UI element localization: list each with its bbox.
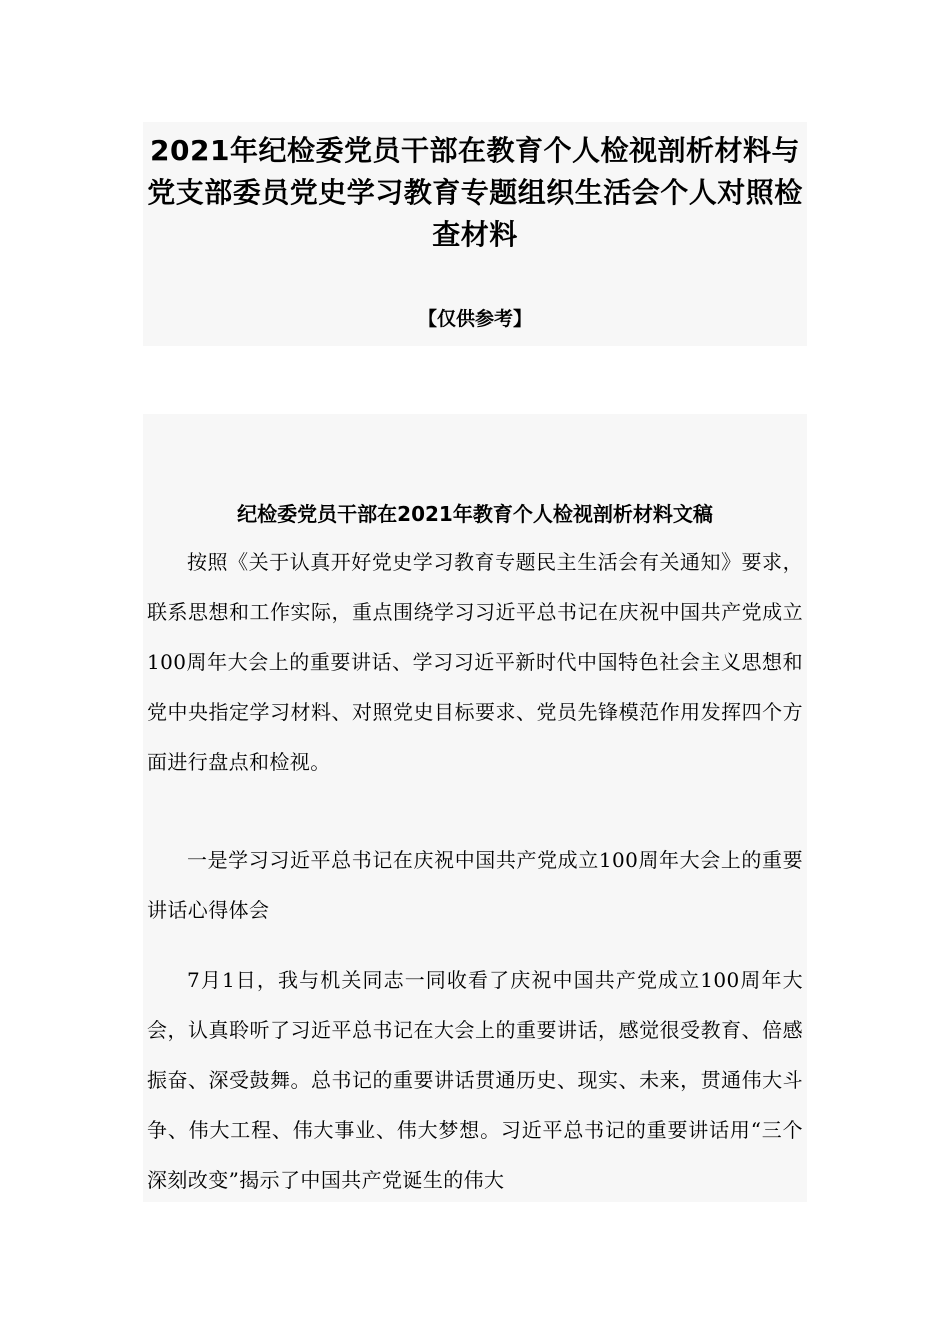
paragraph-intro: 按照《关于认真开好党史学习教育专题民主生活会有关通知》要求，联系思想和工作实际，重点围绕学习习近平总书记在庆祝中国共产党成立100周年大会上的重要讲话、学习习近平新时代中国特色社会主义思想和党中央指定学习材料、对照党史目标要求、党员先锋模范作用发挥四个方面进行盘点和检视。 — [147, 550, 803, 774]
paragraph-heading-one: 一是学习习近平总书记在庆祝中国共产党成立100周年大会上的重要讲话心得体会 — [147, 848, 803, 922]
title-block — [143, 122, 807, 346]
body-block — [143, 414, 807, 1202]
paragraph-body: 7月1日，我与机关同志一同收看了庆祝中国共产党成立100周年大会，认真聆听了习近平总书记在大会上的重要讲话，感觉很受教育、倍感振奋、深受鼓舞。总书记的重要讲话贯通历史、现实、未来，贯通伟大斗争、伟大工程、伟大事业、伟大梦想。习近平总书记的重要讲话用“三个深刻改变”揭示了中国共产党诞生的伟大 — [147, 968, 803, 1192]
document-title: 2021年纪检委党员干部在教育个人检视剖析材料与党支部委员党史学习教育专题组织生活会个人对照检查材料 — [147, 134, 803, 251]
section-title: 纪检委党员干部在2021年教育个人检视剖析材料文稿 — [237, 502, 713, 526]
reference-note: 【仅供参考】 — [417, 308, 532, 330]
